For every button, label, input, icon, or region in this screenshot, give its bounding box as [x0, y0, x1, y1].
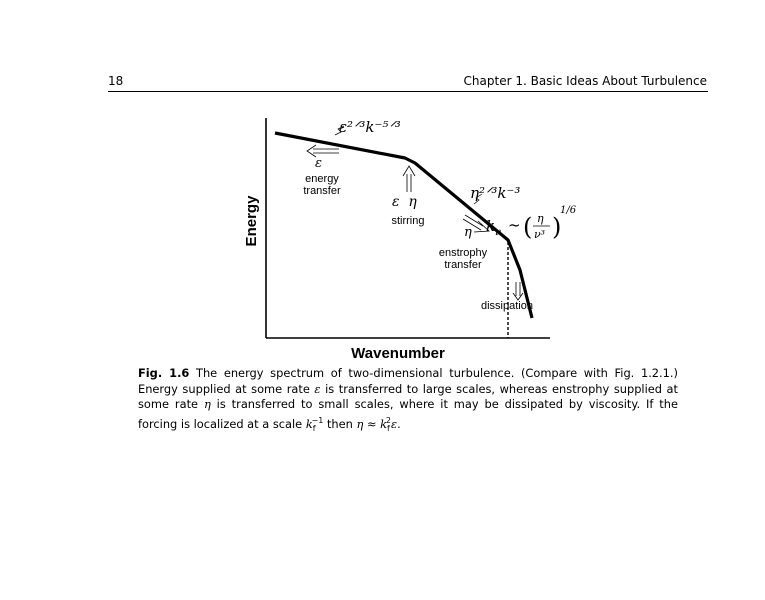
energy-transfer-label-2: transfer [303, 185, 341, 197]
svg-text:η: η [537, 212, 544, 225]
energy-transfer-label-1: energy [305, 173, 339, 185]
svg-text:(: ( [523, 213, 533, 241]
svg-text:k: k [486, 217, 496, 235]
svg-text:ν: ν [495, 227, 502, 238]
x-axis-label: Wavenumber [351, 345, 445, 362]
running-head: Chapter 1. Basic Ideas About Turbulence [463, 74, 707, 88]
page-number: 18 [108, 74, 124, 88]
enstrophy-label-2: transfer [444, 259, 482, 271]
k-nu-formula [486, 205, 577, 241]
enstrophy-label-1: enstrophy [438, 247, 488, 259]
dissipation-arrow [513, 282, 523, 300]
y-axis-label: Energy [243, 195, 260, 247]
svg-text:ν³: ν³ [534, 228, 546, 241]
svg-text:1/6: 1/6 [560, 205, 577, 216]
forcing-arrow [403, 166, 415, 192]
eta-right-label: η [464, 225, 472, 240]
upper-slope-label: ε²ᐟ³k⁻⁵ᐟ³ [339, 118, 401, 136]
svg-text:~: ~ [508, 216, 521, 234]
svg-text:): ) [552, 213, 562, 241]
forcing-symbols-label: ε η [392, 194, 417, 210]
epsilon-left-label: ε [315, 156, 322, 171]
caption-label: Fig. 1.6 [138, 366, 190, 380]
stirring-label: stirring [391, 215, 425, 227]
lower-slope-label: η²ᐟ³k⁻³ [470, 184, 521, 202]
dissipation-label: dissipation [481, 300, 533, 312]
figure-caption: Fig. 1.6 The energy spectrum of two-dimensional turbulence. (Compare with Fig. 1.2.1.) Energy supplied at some rate ε is transferred to large scales, whereas enstrophy supplied at some rate η is transferred to small scales, where it may be dissipated by viscosity. If the forcing is localized at a scale $k_f^{-1}$ then $\eta \approx k_f^2\varepsilon$. [138, 366, 678, 433]
energy-transfer-arrow [307, 145, 339, 157]
